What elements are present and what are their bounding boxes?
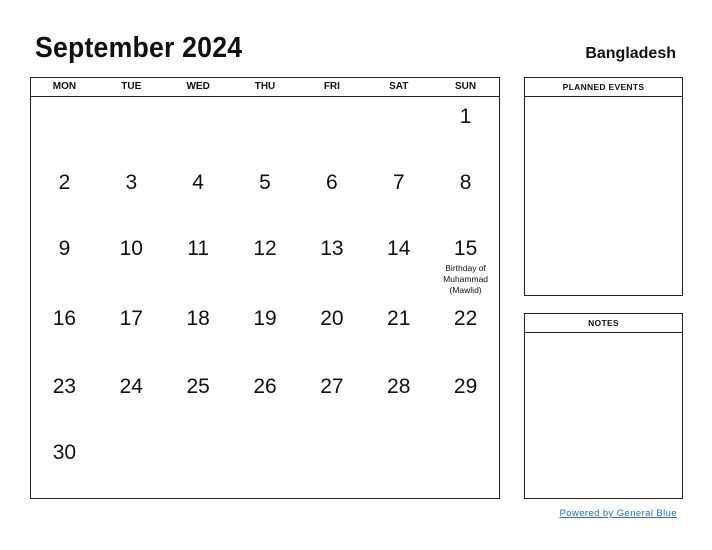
day-cell (298, 97, 365, 163)
day-cell (432, 163, 499, 229)
day-cell-holiday (432, 229, 499, 299)
day-number: 14 (387, 237, 411, 260)
day-number: 10 (119, 237, 143, 260)
day-number (365, 433, 432, 441)
day-cell (165, 97, 232, 163)
day-cell (98, 433, 165, 499)
day-cell (165, 367, 232, 433)
day-cell (98, 299, 165, 367)
day-cell (98, 97, 165, 163)
day-cell (31, 97, 98, 163)
day-number: 17 (119, 307, 143, 330)
day-cell (298, 163, 365, 229)
day-cell (298, 367, 365, 433)
day-number: 2 (58, 171, 71, 194)
day-number (165, 433, 232, 441)
day-cell (432, 97, 499, 163)
day-cell (298, 433, 365, 499)
day-number: 16 (52, 307, 77, 330)
day-number: 18 (186, 307, 210, 330)
day-cell (31, 433, 98, 499)
day-cell (31, 229, 98, 299)
day-number (31, 97, 98, 105)
day-cell (165, 229, 232, 299)
day-number (232, 97, 299, 105)
week-row (31, 229, 499, 299)
day-cell (232, 97, 299, 163)
day-cell (98, 229, 165, 299)
day-number: 30 (52, 441, 77, 464)
day-number: 1 (459, 105, 472, 128)
day-cell (232, 433, 299, 499)
weekday-sat: SAT (389, 81, 409, 92)
day-cell (365, 97, 432, 163)
day-cell (432, 367, 499, 433)
day-number (298, 433, 365, 441)
day-number (232, 433, 299, 441)
day-number: 27 (320, 375, 344, 398)
week-row (31, 299, 499, 367)
day-cell (365, 299, 432, 367)
day-number: 26 (253, 375, 277, 398)
day-cell (165, 163, 232, 229)
weekday-tue: TUE (121, 81, 142, 92)
day-cell (232, 163, 299, 229)
day-number: 13 (320, 237, 344, 260)
day-number (165, 97, 232, 105)
notes-panel (524, 313, 683, 499)
day-number: 15 (453, 237, 478, 260)
day-number: 11 (187, 237, 210, 260)
weekday-wed: WED (186, 81, 210, 92)
country-label: Bangladesh (585, 45, 676, 62)
day-cell (365, 229, 432, 299)
day-number: 22 (453, 307, 478, 330)
day-number (298, 97, 365, 105)
day-cell (232, 367, 299, 433)
day-cell (432, 433, 499, 499)
day-number: 12 (253, 237, 277, 260)
holiday-label: Birthday of Muhammad (Mawlid) (443, 263, 489, 295)
day-number: 9 (58, 237, 71, 260)
day-cell (365, 163, 432, 229)
day-cell (165, 433, 232, 499)
day-cell (98, 163, 165, 229)
day-cell (298, 299, 365, 367)
day-number: 29 (453, 375, 478, 398)
week-row (31, 163, 499, 229)
month-title: September 2024 (35, 32, 243, 64)
day-number: 25 (186, 375, 210, 398)
weekday-mon: MON (52, 81, 77, 92)
day-number: 7 (392, 171, 405, 194)
day-cell (165, 299, 232, 367)
day-number: 8 (459, 171, 472, 194)
planned-events-panel (524, 77, 683, 296)
powered-by-link[interactable]: Powered by General Blue (559, 508, 677, 519)
day-number: 23 (52, 375, 77, 398)
day-number: 21 (387, 307, 411, 330)
day-cell (98, 367, 165, 433)
day-cell (298, 229, 365, 299)
day-cell (232, 299, 299, 367)
weekday-fri: FRI (323, 81, 340, 92)
weekday-header (31, 78, 499, 97)
weekday-sun: SUN (455, 81, 477, 92)
day-cell (432, 299, 499, 367)
day-number: 5 (259, 171, 271, 194)
day-number: 20 (320, 307, 344, 330)
day-number (365, 97, 432, 105)
day-number (98, 433, 165, 441)
calendar-grid (30, 77, 500, 499)
day-number: 3 (125, 171, 138, 194)
day-number: 6 (326, 171, 338, 194)
weekday-thu: THU (254, 81, 276, 92)
week-row (31, 97, 499, 163)
week-row (31, 367, 499, 433)
day-cell (365, 367, 432, 433)
day-cell (365, 433, 432, 499)
day-cell (31, 367, 98, 433)
day-number: 4 (192, 171, 204, 194)
day-number: 19 (253, 307, 277, 330)
week-row (31, 433, 499, 499)
day-number: 28 (387, 375, 411, 398)
day-cell (232, 229, 299, 299)
day-cell (31, 163, 98, 229)
day-number (98, 97, 165, 105)
day-cell (31, 299, 98, 367)
planned-events-header: PLANNED EVENTS (525, 78, 682, 97)
notes-header: NOTES (525, 314, 682, 333)
day-number (432, 433, 499, 441)
day-number: 24 (119, 375, 143, 398)
